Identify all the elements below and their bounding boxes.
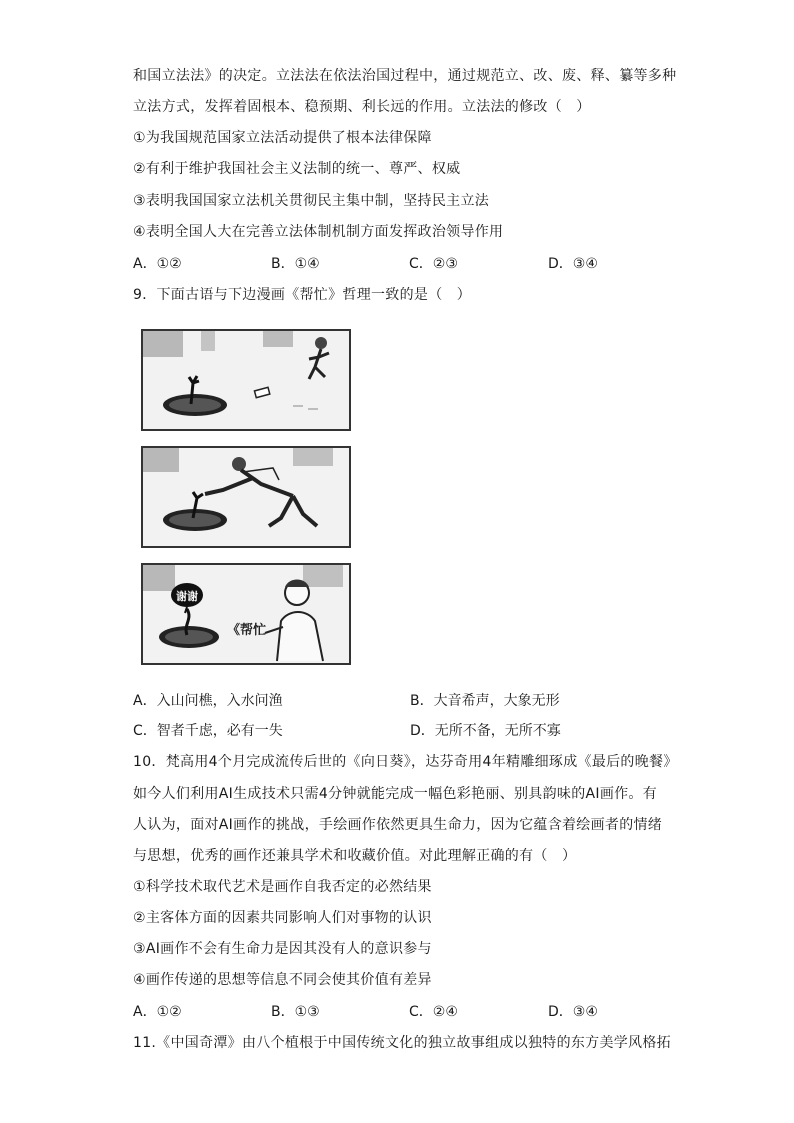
q10-statement-2: ②主客体方面的因素共同影响人们对事物的认识 bbox=[133, 910, 432, 926]
q8-option-d[interactable]: D．③④ bbox=[548, 256, 598, 272]
q10-option-b[interactable]: B．①③ bbox=[271, 1004, 320, 1020]
comic-bubble-text: 谢谢 bbox=[176, 590, 198, 603]
q10-statement-4: ④画作传递的思想等信息不同会使其价值有差异 bbox=[133, 972, 432, 988]
q8-option-a[interactable]: A．①② bbox=[133, 256, 182, 272]
q9-option-a[interactable]: A．入山问樵，入水问渔 bbox=[133, 693, 283, 709]
comic-bangmang bbox=[141, 329, 354, 665]
q8-option-c[interactable]: C．②③ bbox=[409, 256, 458, 272]
q9-option-d[interactable]: D．无所不备，无所不寡 bbox=[410, 723, 561, 739]
q9-stem: 9．下面古语与下边漫画《帮忙》哲理一致的是（ ） bbox=[133, 287, 472, 303]
q10-stem-line-2: 如今人们利用AI生成技术只需4分钟就能完成一幅色彩艳丽、别具韵味的AI画作。有 bbox=[133, 786, 658, 802]
q10-statement-3: ③AI画作不会有生命力是因其没有人的意识参与 bbox=[133, 941, 432, 957]
q8-statement-4: ④表明全国人大在完善立法体制机制方面发挥政治领导作用 bbox=[133, 224, 504, 240]
comic-panel-3 bbox=[141, 563, 351, 665]
q10-stem-line-4: 与思想，优秀的画作还兼具学术和收藏价值。对此理解正确的有（ ） bbox=[133, 848, 577, 864]
comic-panel-1 bbox=[141, 329, 351, 431]
q9-option-c[interactable]: C．智者千虑，必有一失 bbox=[133, 723, 283, 739]
q8-stem-line-1: 和国立法法》的决定。立法法在依法治国过程中，通过规范立、改、废、释、纂等多种 bbox=[133, 68, 677, 84]
q10-statement-1: ①科学技术取代艺术是画作自我否定的必然结果 bbox=[133, 879, 432, 895]
q10-stem-line-3: 人认为，面对AI画作的挑战，手绘画作依然更具生命力，因为它蕴含着绘画者的情绪 bbox=[133, 817, 663, 833]
q8-stem-line-2: 立法方式，发挥着固根本、稳预期、利长远的作用。立法法的修改（ ） bbox=[133, 99, 591, 115]
q8-statement-2: ②有利于维护我国社会主义法制的统一、尊严、权威 bbox=[133, 161, 461, 177]
q8-statement-3: ③表明我国国家立法机关贯彻民主集中制，坚持民主立法 bbox=[133, 193, 490, 209]
q9-option-b[interactable]: B．大音希声，大象无形 bbox=[410, 693, 560, 709]
q10-stem-line-1: 10．梵高用4个月完成流传后世的《向日葵》，达芬奇用4年精雕细琢成《最后的晚餐》 bbox=[133, 754, 678, 770]
q8-option-b[interactable]: B．①④ bbox=[271, 256, 320, 272]
q10-option-d[interactable]: D．③④ bbox=[548, 1004, 598, 1020]
comic-sign-text: 《帮忙 bbox=[227, 623, 267, 638]
q11-stem: 11.《中国奇潭》由八个植根于中国传统文化的独立故事组成以独特的东方美学风格拓 bbox=[133, 1035, 671, 1051]
comic-panel-2 bbox=[141, 446, 351, 548]
q10-option-a[interactable]: A．①② bbox=[133, 1004, 182, 1020]
q10-option-c[interactable]: C．②④ bbox=[409, 1004, 458, 1020]
q8-statement-1: ①为我国规范国家立法活动提供了根本法律保障 bbox=[133, 130, 432, 146]
